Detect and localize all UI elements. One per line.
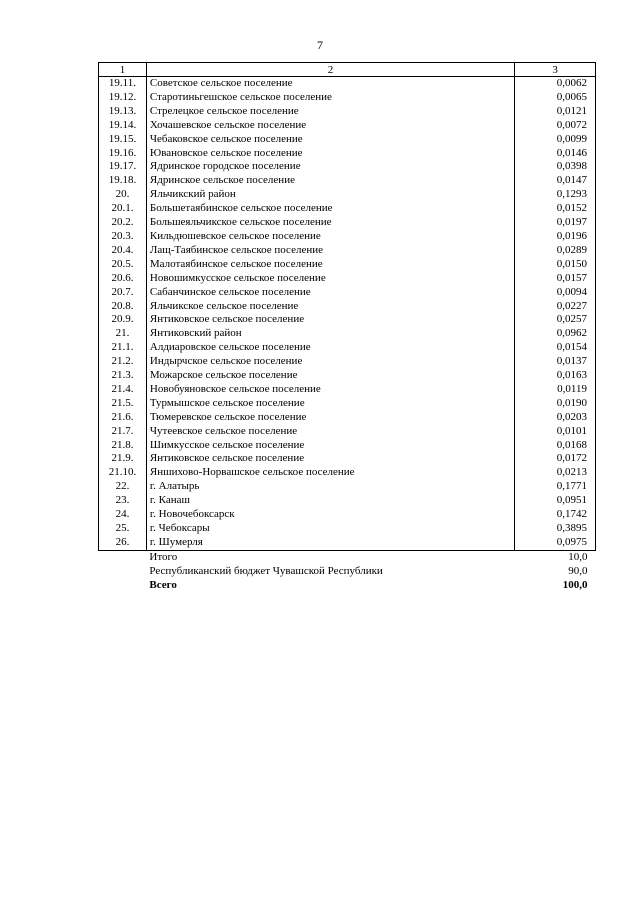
row-name: Малотаябинское сельское поселение (146, 258, 514, 272)
table-row (99, 174, 596, 188)
row-value: 0,3895 (515, 522, 596, 536)
table-row (99, 230, 596, 244)
row-value: 0,0190 (515, 397, 596, 411)
row-value: 0,0147 (515, 174, 596, 188)
row-number: 20.1. (99, 202, 147, 216)
row-name: Большетаябинское сельское поселение (146, 202, 514, 216)
row-name: Новошимкусское сельское поселение (146, 272, 514, 286)
table-row (99, 147, 596, 161)
row-number: 21.8. (99, 439, 147, 453)
row-value: 0,1293 (515, 188, 596, 202)
row-value: 0,0072 (515, 119, 596, 133)
table-row (99, 202, 596, 216)
row-value: 0,0146 (515, 147, 596, 161)
summary-number (99, 565, 147, 579)
row-number: 21.5. (99, 397, 147, 411)
row-name: Сабанчинское сельское поселение (146, 286, 514, 300)
table-row (99, 466, 596, 480)
row-number: 20.7. (99, 286, 147, 300)
summary-row (99, 579, 596, 593)
row-name: Старотиньгешское сельское поселение (146, 91, 514, 105)
row-number: 25. (99, 522, 147, 536)
summary-name: Итого (149, 550, 178, 563)
table-row (99, 536, 596, 550)
table-row (99, 133, 596, 147)
table-row (99, 522, 596, 536)
row-value: 0,0289 (515, 244, 596, 258)
row-value: 0,0101 (515, 425, 596, 439)
row-name: Большеяльчикское сельское поселение (146, 216, 514, 230)
row-value: 0,0065 (515, 91, 596, 105)
row-number: 20.6. (99, 272, 147, 286)
row-value: 0,0094 (515, 286, 596, 300)
row-name: Ядринское сельское поселение (146, 174, 514, 188)
row-name: Советское сельское поселение (146, 77, 514, 91)
row-name: Янтиковское сельское поселение (146, 313, 514, 327)
row-value: 0,0951 (515, 494, 596, 508)
row-number: 20.2. (99, 216, 147, 230)
row-number: 21.3. (99, 369, 147, 383)
summary-name: Всего (149, 578, 177, 591)
row-name: Лащ-Таябинское сельское поселение (146, 244, 514, 258)
row-number: 24. (99, 508, 147, 522)
row-value: 0,0203 (515, 411, 596, 425)
table-row (99, 508, 596, 522)
row-name: Яльчикский район (146, 188, 514, 202)
table-row (99, 119, 596, 133)
table-row (99, 425, 596, 439)
table-row (99, 439, 596, 453)
row-name: Можарское сельское поселение (146, 369, 514, 383)
row-name: Индырчское сельское поселение (146, 355, 514, 369)
row-number: 19.11. (99, 77, 147, 91)
row-value: 0,0137 (515, 355, 596, 369)
table-row (99, 244, 596, 258)
table-row (99, 160, 596, 174)
table-row (99, 355, 596, 369)
row-value: 0,0257 (515, 313, 596, 327)
row-name: Чутеевское сельское поселение (146, 425, 514, 439)
row-value: 0,0172 (515, 452, 596, 466)
row-value: 0,0157 (515, 272, 596, 286)
table-row (99, 369, 596, 383)
row-name: Яльчикское сельское поселение (146, 300, 514, 314)
row-number: 21.4. (99, 383, 147, 397)
table-row (99, 216, 596, 230)
row-number: 21.1. (99, 341, 147, 355)
row-name: Тюмеревское сельское поселение (146, 411, 514, 425)
row-name: Кильдюшевское сельское поселение (146, 230, 514, 244)
row-value: 0,1742 (515, 508, 596, 522)
column-header: 2 (146, 63, 514, 77)
row-number: 21.10. (99, 466, 147, 480)
table-row (99, 327, 596, 341)
summary-value: 10,0 (568, 550, 588, 563)
row-value: 0,0227 (515, 300, 596, 314)
row-value: 0,0168 (515, 439, 596, 453)
row-number: 21.7. (99, 425, 147, 439)
row-name: Янтиковский район (146, 327, 514, 341)
summary-number (99, 579, 147, 593)
table-row (99, 341, 596, 355)
summary-number (99, 550, 147, 564)
row-number: 19.15. (99, 133, 147, 147)
row-number: 19.14. (99, 119, 147, 133)
table-row (99, 286, 596, 300)
row-value: 0,0152 (515, 202, 596, 216)
row-value: 0,0119 (515, 383, 596, 397)
row-name: Турмышское сельское поселение (146, 397, 514, 411)
row-value: 0,0062 (515, 77, 596, 91)
row-value: 0,0213 (515, 466, 596, 480)
row-number: 21.2. (99, 355, 147, 369)
table-row (99, 494, 596, 508)
row-name: Яншихово-Норвашское сельское поселение (146, 466, 514, 480)
row-name: Ядринское городское поселение (146, 160, 514, 174)
summary-value: 100,0 (562, 578, 588, 591)
table-body (99, 77, 596, 593)
row-value: 0,0975 (515, 536, 596, 550)
row-number: 21.6. (99, 411, 147, 425)
page-number: 7 (317, 38, 323, 52)
table-row (99, 313, 596, 327)
row-number: 20. (99, 188, 147, 202)
row-number: 20.3. (99, 230, 147, 244)
row-name: г. Новочебоксарск (146, 508, 514, 522)
row-number: 23. (99, 494, 147, 508)
row-value: 0,0099 (515, 133, 596, 147)
row-number: 20.9. (99, 313, 147, 327)
table-row (99, 105, 596, 119)
row-number: 22. (99, 480, 147, 494)
row-number: 19.12. (99, 91, 147, 105)
table-row (99, 272, 596, 286)
row-number: 20.4. (99, 244, 147, 258)
table-row (99, 397, 596, 411)
row-number: 19.18. (99, 174, 147, 188)
row-name: Чебаковское сельское поселение (146, 133, 514, 147)
row-value: 0,0150 (515, 258, 596, 272)
table-row (99, 480, 596, 494)
table-row (99, 258, 596, 272)
row-name: Стрелецкое сельское поселение (146, 105, 514, 119)
row-value: 0,0163 (515, 369, 596, 383)
row-value: 0,1771 (515, 480, 596, 494)
summary-row (99, 565, 596, 579)
row-name: г. Канаш (146, 494, 514, 508)
row-value: 0,0398 (515, 160, 596, 174)
column-header: 3 (515, 63, 596, 77)
distribution-table (98, 62, 596, 593)
row-name: Янтиковское сельское поселение (146, 452, 514, 466)
table-row (99, 300, 596, 314)
row-name: Ювановское сельское поселение (146, 147, 514, 161)
row-name: г. Шумерля (146, 536, 514, 550)
row-value: 0,0154 (515, 341, 596, 355)
summary-name: Республиканский бюджет Чувашской Республики (149, 564, 383, 577)
summary-value: 90,0 (568, 564, 588, 577)
row-number: 26. (99, 536, 147, 550)
table-row (99, 383, 596, 397)
row-name: Новобуяновское сельское поселение (146, 383, 514, 397)
table-row (99, 411, 596, 425)
row-number: 21. (99, 327, 147, 341)
row-name: г. Алатырь (146, 480, 514, 494)
row-value: 0,0197 (515, 216, 596, 230)
table-row (99, 188, 596, 202)
row-name: Шимкусское сельское поселение (146, 439, 514, 453)
table-row (99, 77, 596, 91)
row-name: Хочашевское сельское поселение (146, 119, 514, 133)
row-number: 20.8. (99, 300, 147, 314)
row-value: 0,0121 (515, 105, 596, 119)
row-number: 19.16. (99, 147, 147, 161)
row-number: 20.5. (99, 258, 147, 272)
row-value: 0,0196 (515, 230, 596, 244)
row-value: 0,0962 (515, 327, 596, 341)
row-name: Алдиаровское сельское поселение (146, 341, 514, 355)
table-row (99, 452, 596, 466)
row-number: 19.17. (99, 160, 147, 174)
column-header: 1 (99, 63, 147, 77)
summary-row (99, 550, 596, 564)
row-number: 21.9. (99, 452, 147, 466)
table-header-row (99, 63, 596, 77)
table-row (99, 91, 596, 105)
row-name: г. Чебоксары (146, 522, 514, 536)
row-number: 19.13. (99, 105, 147, 119)
